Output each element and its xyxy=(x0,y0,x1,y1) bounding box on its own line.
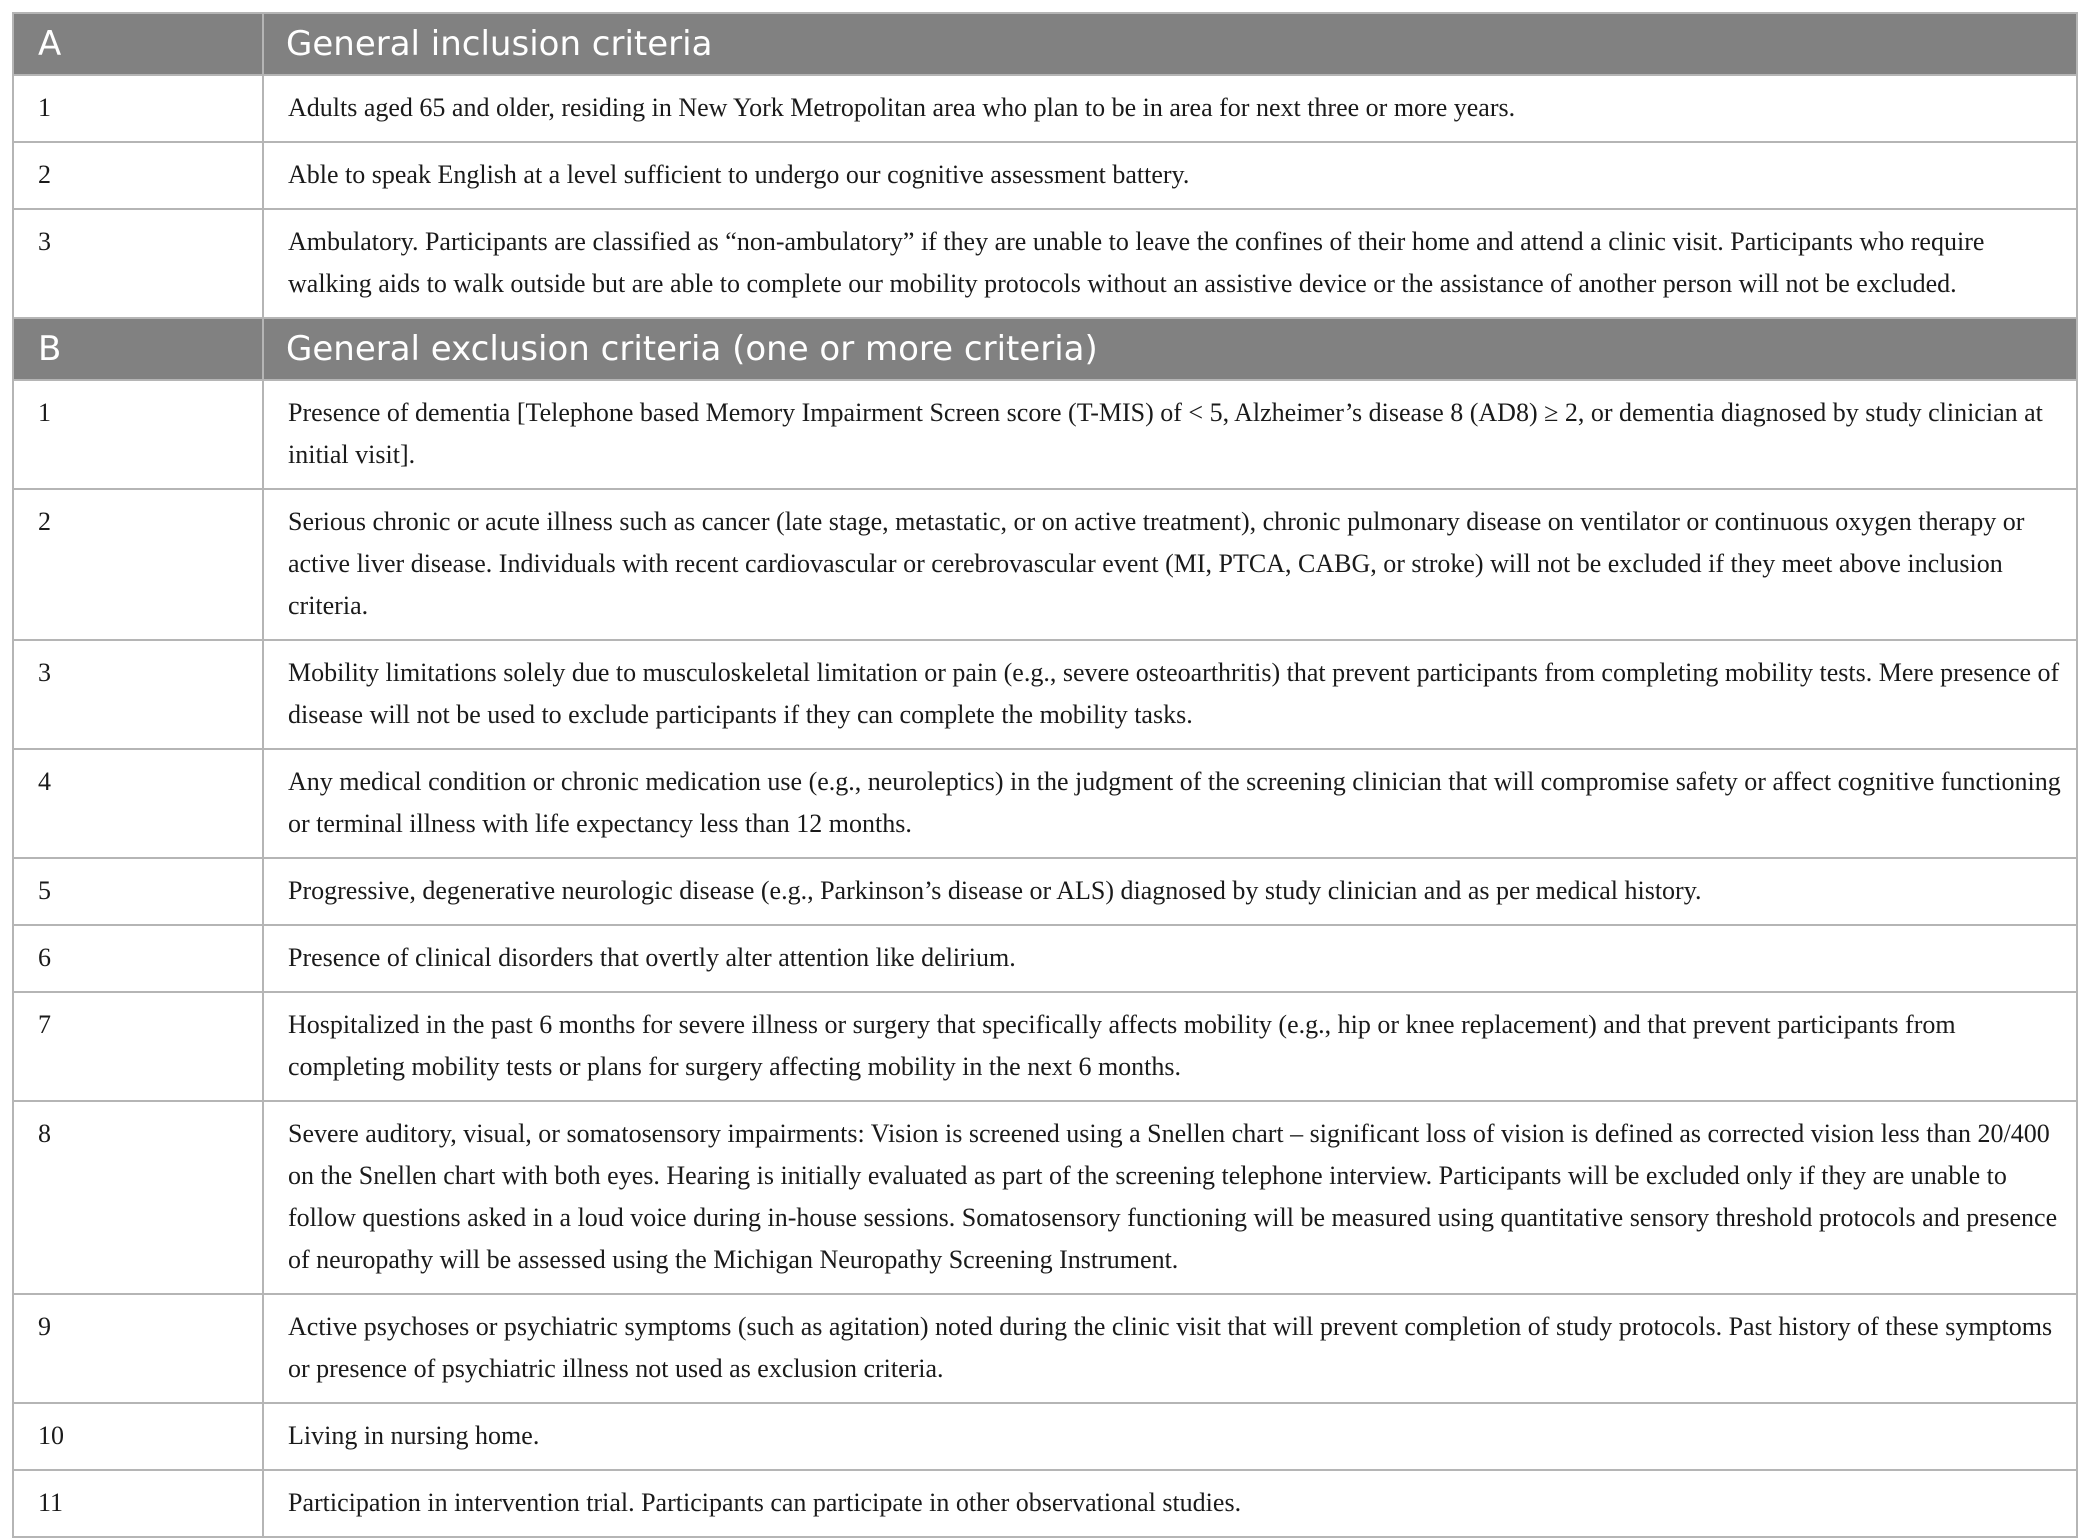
criterion-text: Any medical condition or chronic medication use (e.g., neuroleptics) in the judgment of the screening clinician that will compromise safety or affect cognitive functioning or terminal illness with life expectancy less than 12 months. xyxy=(263,749,2077,858)
criterion-text: Severe auditory, visual, or somatosensory impairments: Vision is screened using a Snellen chart – significant loss of vision is defined as corrected vision less than 20/400 on the Snellen chart with both eyes. Hearing is initially evaluated as part of the screening telephone interview. Participants will be excluded only if they are unable to follow questions asked in a loud voice during in-house sessions. Somatosensory functioning will be measured using quantitative sensory threshold protocols and presence of neuropathy will be assessed using the Michigan Neuropathy Screening Instrument. xyxy=(263,1101,2077,1294)
table-row xyxy=(13,640,2077,749)
section-title: General inclusion criteria xyxy=(263,13,2077,75)
criterion-text: Hospitalized in the past 6 months for severe illness or surgery that specifically affects mobility (e.g., hip or knee replacement) and that prevent participants from completing mobility tests or plans for surgery affecting mobility in the next 6 months. xyxy=(263,992,2077,1101)
table-row xyxy=(13,749,2077,858)
section-label: A xyxy=(13,13,263,75)
table-row xyxy=(13,858,2077,925)
criterion-text: Living in nursing home. xyxy=(263,1403,2077,1470)
table-row xyxy=(13,992,2077,1101)
table-row xyxy=(13,1470,2077,1537)
criterion-text: Progressive, degenerative neurologic disease (e.g., Parkinson’s disease or ALS) diagnosed by study clinician and as per medical history. xyxy=(263,858,2077,925)
criterion-number: 3 xyxy=(13,640,263,749)
criterion-number: 8 xyxy=(13,1101,263,1294)
criterion-text: Serious chronic or acute illness such as cancer (late stage, metastatic, or on active treatment), chronic pulmonary disease on ventilator or continuous oxygen therapy or active liver disease. Individuals with recent cardiovascular or cerebrovascular event (MI, PTCA, CABG, or stroke) will not be excluded if they meet above inclusion criteria. xyxy=(263,489,2077,640)
criterion-number: 4 xyxy=(13,749,263,858)
criterion-number: 3 xyxy=(13,209,263,318)
table-row xyxy=(13,1101,2077,1294)
table-row xyxy=(13,1294,2077,1403)
table-row xyxy=(13,75,2077,142)
criterion-text: Active psychoses or psychiatric symptoms (such as agitation) noted during the clinic visit that will prevent completion of study protocols. Past history of these symptoms or presence of psychiatric illness not used as exclusion criteria. xyxy=(263,1294,2077,1403)
section-header-inclusion xyxy=(13,13,2077,75)
criterion-text: Presence of clinical disorders that overtly alter attention like delirium. xyxy=(263,925,2077,992)
table-row xyxy=(13,142,2077,209)
section-header-exclusion xyxy=(13,318,2077,380)
criterion-text: Adults aged 65 and older, residing in New York Metropolitan area who plan to be in area for next three or more years. xyxy=(263,75,2077,142)
table-row xyxy=(13,1403,2077,1470)
section-title: General exclusion criteria (one or more criteria) xyxy=(263,318,2077,380)
section-label: B xyxy=(13,318,263,380)
criterion-number: 5 xyxy=(13,858,263,925)
table-row xyxy=(13,925,2077,992)
criterion-number: 9 xyxy=(13,1294,263,1403)
table-row xyxy=(13,489,2077,640)
criterion-text: Mobility limitations solely due to musculoskeletal limitation or pain (e.g., severe osteoarthritis) that prevent participants from completing mobility tests. Mere presence of disease will not be used to exclude participants if they can complete the mobility tasks. xyxy=(263,640,2077,749)
criterion-number: 10 xyxy=(13,1403,263,1470)
table-row xyxy=(13,380,2077,489)
criterion-text: Participation in intervention trial. Participants can participate in other observational studies. xyxy=(263,1470,2077,1537)
criterion-number: 2 xyxy=(13,142,263,209)
criterion-text: Presence of dementia [Telephone based Memory Impairment Screen score (T-MIS) of < 5, Alzheimer’s disease 8 (AD8) ≥ 2, or dementia diagnosed by study clinician at initial visit]. xyxy=(263,380,2077,489)
criterion-number: 2 xyxy=(13,489,263,640)
criterion-number: 6 xyxy=(13,925,263,992)
criterion-text: Ambulatory. Participants are classified as “non-ambulatory” if they are unable to leave the confines of their home and attend a clinic visit. Participants who require walking aids to walk outside but are able to complete our mobility protocols without an assistive device or the assistance of another person will not be excluded. xyxy=(263,209,2077,318)
criterion-number: 11 xyxy=(13,1470,263,1537)
table-row xyxy=(13,209,2077,318)
criteria-table xyxy=(12,12,2078,1538)
criterion-text: Able to speak English at a level sufficient to undergo our cognitive assessment battery. xyxy=(263,142,2077,209)
criterion-number: 1 xyxy=(13,380,263,489)
criterion-number: 1 xyxy=(13,75,263,142)
criterion-number: 7 xyxy=(13,992,263,1101)
